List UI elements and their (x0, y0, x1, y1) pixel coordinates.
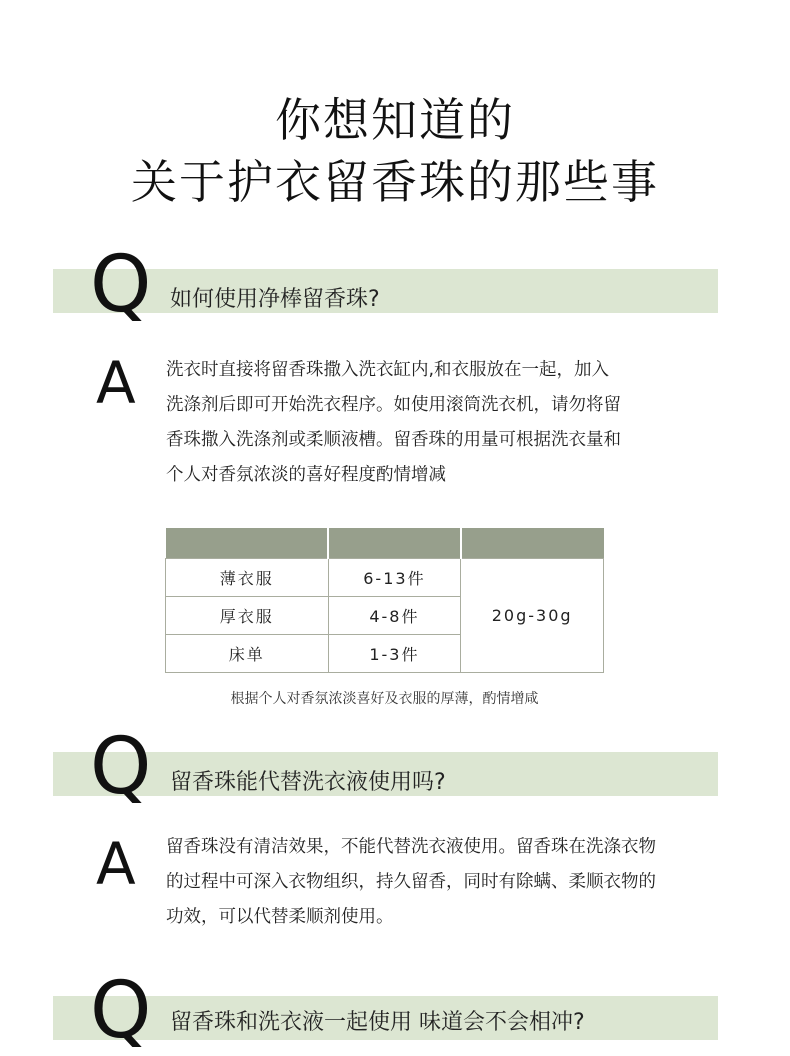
count-cell: 1-3件 (328, 635, 461, 673)
table-header-cell (328, 528, 461, 559)
question-text: 如何使用净棒留香珠? (170, 287, 380, 312)
dosage-table (165, 528, 604, 673)
table-note: 根据个人对香氛浓淡喜好及衣服的厚薄，酌情增咸 (230, 691, 539, 707)
answer-line: 留香珠没有清洁效果，不能代替洗衣液使用。留香珠在洗涤衣物 (166, 837, 656, 857)
count-cell: 6-13件 (328, 559, 461, 597)
table-header-cell (166, 528, 329, 559)
answer-line: 洗衣时直接将留香珠撒入洗衣缸内,和衣服放在一起，加入 (166, 360, 610, 380)
clothing-type-cell: 床单 (166, 635, 329, 673)
clothing-type-cell: 薄衣服 (166, 559, 329, 597)
count-cell: 4-8件 (328, 597, 461, 635)
table-header-cell (461, 528, 604, 559)
page-title-line1: 你想知道的 (275, 93, 515, 147)
answer-line: 功效，可以代替柔顺剂使用。 (166, 907, 394, 927)
q-letter: Q (90, 240, 152, 330)
q-letter: Q (90, 722, 152, 812)
clothing-type-cell: 厚衣服 (166, 597, 329, 635)
answer-line: 洗涤剂后即可开始洗衣程序。如使用滚筒洗衣机，请勿将留 (166, 395, 621, 415)
table-row (166, 559, 604, 597)
q-letter: Q (90, 966, 152, 1056)
table-header-row (166, 528, 604, 559)
a-letter: A (96, 349, 136, 417)
answer-line: 香珠撒入洗涤剂或柔顺液槽。留香珠的用量可根据洗衣量和 (166, 430, 621, 450)
answer-line: 的过程中可深入衣物组织，持久留香，同时有除螨、柔顺衣物的 (166, 872, 656, 892)
answer-line: 个人对香氛浓淡的喜好程度酌情增减 (166, 465, 446, 485)
dosage-cell: 20g-30g (461, 559, 604, 673)
page-title-line2: 关于护衣留香珠的那些事 (131, 155, 659, 209)
question-text: 留香珠能代替洗衣液使用吗? (170, 770, 446, 795)
answer-text (166, 830, 746, 935)
question-bar (53, 269, 718, 313)
a-letter: A (96, 830, 136, 898)
question-text: 留香珠和洗衣液一起使用 味道会不会相冲? (170, 1010, 585, 1035)
answer-text (166, 353, 746, 493)
